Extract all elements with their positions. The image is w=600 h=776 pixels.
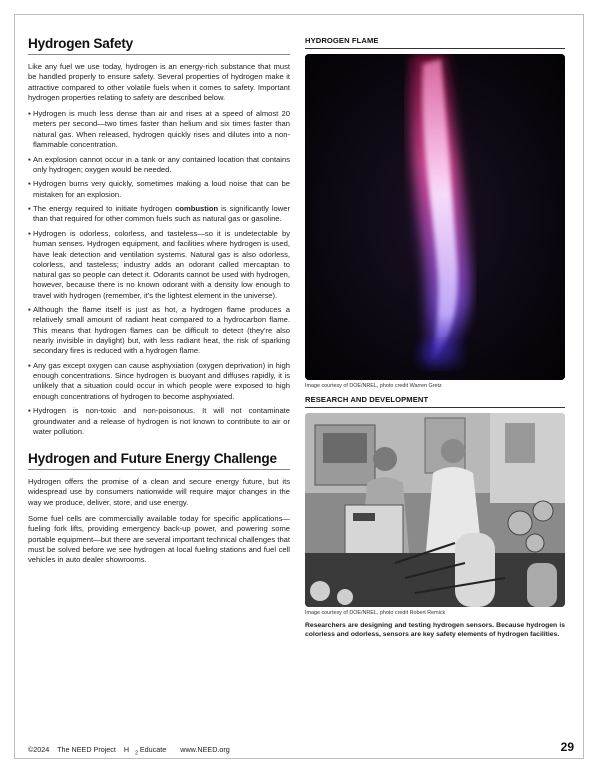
list-item: ▪ Although the flame itself is just as hot, a hydrogen flame produces a relatively small amount of radiant heat compared to a hydrocarbon flame. This means that hydrogen flames can be difficult to detect (they're also nearly invisible in daylight) but, with less radiant heat, the risk of sparking secondary fires is reduced with a hydrogen flame.: [28, 305, 290, 356]
list-item: ▪ The energy required to initiate hydrogen combustion is significantly lower than that required for other common fuels such as natural gas or gasoline.: [28, 204, 290, 224]
right-column: [305, 36, 565, 639]
footer-project: The NEED Project: [57, 745, 116, 754]
hydrogen-flame-photo: [305, 54, 565, 380]
page-number: 29: [560, 740, 574, 754]
label-research-development: RESEARCH AND DEVELOPMENT: [305, 395, 565, 408]
left-column: [28, 36, 290, 571]
bullet-icon: ▪: [28, 406, 31, 416]
bullet-icon: ▪: [28, 154, 31, 164]
flame-image: [305, 54, 565, 380]
list-item: ▪ An explosion cannot occur in a tank or any contained location that contains only hydrogen; oxygen would be needed.: [28, 154, 290, 174]
section-title-hydrogen-safety: Hydrogen Safety: [28, 36, 290, 55]
bullet-icon: ▪: [28, 179, 31, 189]
lab-image: [305, 413, 565, 607]
footer-h2-educate: H $_2$ Educate: [123, 745, 167, 757]
paragraph: Hydrogen offers the promise of a clean and secure energy future, but its widespread use by consumers nationwide will require major changes in the way we produce, deliver, store, and use energy.: [28, 477, 290, 507]
term-combustion: combustion: [175, 204, 219, 214]
photo-credit: Image courtesy of DOE/NREL, photo credit Warren Gretz: [305, 383, 442, 389]
paragraph: Some fuel cells are commercially available today for specific applications—fueling fork lifts, providing emergency back-up power, and powering some portable equipment—but there are several important technical challenges that must be solved before we see hydrogen at local fueling stations and fuel cell vehicles in auto dealer showrooms.: [28, 514, 290, 565]
bullet-icon: ▪: [28, 305, 31, 315]
bullet-icon: ▪: [28, 360, 31, 370]
research-lab-photo: [305, 413, 565, 607]
label-hydrogen-flame: HYDROGEN FLAME: [305, 36, 565, 49]
footer-copyright: ©2024: [28, 745, 50, 754]
intro-paragraph: Like any fuel we use today, hydrogen is an energy-rich substance that must be handled properly to ensure safety. Several properties of hydrogen make it attractive compared to other volatile fuels when it comes to safety. Important hydrogen properties relating to safety are described below.: [28, 62, 290, 102]
photo-caption: Researchers are designing and testing hydrogen sensors. Because hydrogen is colorless and odorless, sensors are key safety elements of hydrogen facilities.: [305, 622, 565, 638]
list-item: ▪ Hydrogen is odorless, colorless, and tasteless—so it is undetectable by human senses. Hydrogen equipment, and facilities where hydrogen is used, have leak detection and ventilation systems. Natural gas is also odorless, colorless, and tasteless; industry adds an odorant called mercaptan to natural gas so people can detect it. Odorants cannot be used with hydrogen, however, because there is no known odorant with a density low enough to travel with hydrogen (remember, it's the lightest element in the universe).: [28, 228, 290, 300]
safety-list: [28, 109, 290, 437]
section-title-future-energy: Hydrogen and Future Energy Challenge: [28, 451, 290, 470]
list-item: ▪ Hydrogen is much less dense than air and rises at a speed of almost 20 meters per second—two times faster than helium and six times faster than natural gas. When released, hydrogen quickly rises and dilutes into a non-flammable concentration.: [28, 109, 290, 150]
footer-url[interactable]: www.NEED.org: [180, 745, 230, 754]
list-item: ▪ Hydrogen burns very quickly, sometimes making a loud noise that can be mistaken for an explosion.: [28, 179, 290, 199]
bullet-icon: ▪: [28, 109, 31, 119]
bullet-icon: ▪: [28, 204, 31, 214]
list-item: ▪ Any gas except oxygen can cause asphyxiation (oxygen deprivation) in high enough concentrations. Since hydrogen is buoyant and diffuses rapidly, it is unlikely that a situation could occur in which people were exposed to high enough concentrations of hydrogen to become asphyxiated.: [28, 360, 290, 401]
list-item: ▪ Hydrogen is non-toxic and non-poisonous. It will not contaminate groundwater and a release of hydrogen is not known to contribute to air or water pollution.: [28, 406, 290, 436]
bullet-icon: ▪: [28, 228, 31, 238]
footer: [28, 745, 236, 756]
photo-credit: Image courtesy of DOE/NREL, photo credit Robert Remick: [305, 610, 446, 616]
